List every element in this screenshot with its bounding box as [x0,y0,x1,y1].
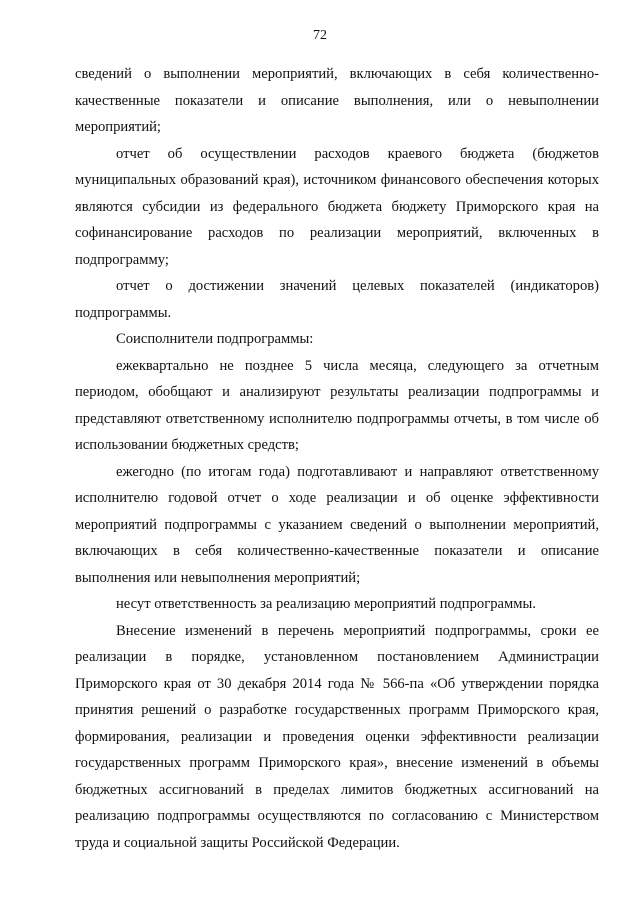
paragraph-coexecutors-heading: Соисполнители подпрограммы: [116,331,314,347]
document-body [75,61,599,856]
paragraph-quarterly: ежеквартально не позднее 5 числа месяца, следующего за отчетным периодом, обобщают и анализируют результаты реализации подпрограммы и представляют ответственному исполнителю подпрограммы отчеты, в том числе об использовании бюджетных средств; [75,357,599,453]
paragraph-continuation: сведений о выполнении мероприятий, включающих в себя количественно-качественные показатели и описание выполнения, или о невыполнении мероприятий; [75,66,599,135]
paragraph-budget-report: отчет об осуществлении расходов краевого бюджета (бюджетов муниципальных образований края), источником финансового обеспечения которых являются субсидии из федерального бюджета бюджету Приморского края на софинансирование расходов по реализации мероприятий, включенных в подпрограмму; [75,145,599,268]
page-number: 72 [313,28,327,43]
paragraph-indicators-report: отчет о достижении значений целевых показателей (индикаторов) подпрограммы. [75,278,599,321]
paragraph-amendments: Внесение изменений в перечень мероприятий подпрограммы, сроки ее реализации в порядке, установленном постановлением Администрации Приморского края от 30 декабря 2014 года № 566-па «Об утверждении порядка принятия решений о разработке государственных программ Приморского края, формирования, реализации и проведения оценки эффективности реализации государственных программ Приморского края», внесение изменений в объемы бюджетных ассигнований в пределах лимитов бюджетных ассигнований на реализацию подпрограммы осуществляются по согласованию с Министерством труда и социальной защиты Российской Федерации. [75,622,599,851]
paragraph-annual: ежегодно (по итогам года) подготавливают и направляют ответственному исполнителю годовой отчет о ходе реализации и об оценке эффективности мероприятий подпрограммы с указанием сведений о выполнении мероприятий, включающих в себя количественно-качественные показатели и описание выполнения или невыполнения мероприятий; [75,463,599,586]
paragraph-responsibility: несут ответственность за реализацию мероприятий подпрограммы. [116,596,536,612]
